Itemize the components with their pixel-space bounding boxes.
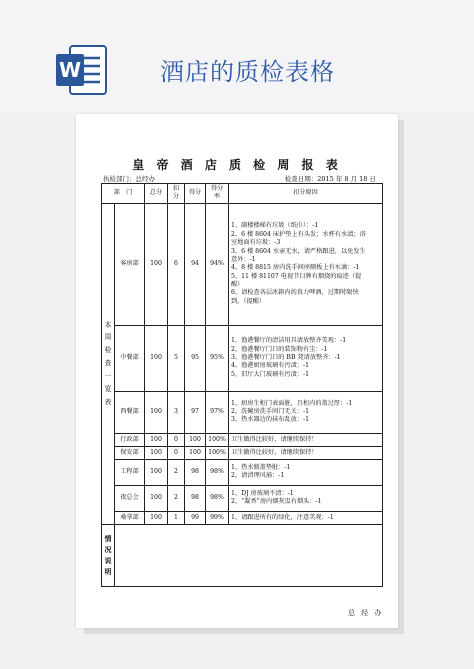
table-header-row [102, 184, 383, 204]
deduct-cell: 3 [168, 391, 185, 433]
header-total: 总分 [145, 184, 168, 204]
total-cell: 100 [145, 433, 168, 446]
deduct-cell: 1 [168, 511, 185, 524]
dept-cell: 夜总会 [115, 485, 145, 511]
deduct-cell: 6 [168, 203, 185, 325]
table-row [102, 511, 383, 524]
side-label-char: 检 [104, 346, 112, 355]
deduct-cell: 0 [168, 446, 185, 459]
reasons-cell [229, 325, 383, 391]
score-cell: 98 [185, 485, 206, 511]
header-deduct: 扣分 [168, 184, 185, 204]
check-date: 检查日期：2015 年 8 月 18 日 [284, 175, 376, 183]
notes-label-char: 况 [104, 545, 112, 555]
dept-cell: 桑拿部 [115, 511, 145, 524]
reason-line: 4、8 楼 8815 房内洗手间座厕板上有水滴：-1 [231, 264, 360, 272]
total-cell: 100 [145, 459, 168, 485]
header-dept: 部 门 [102, 184, 145, 204]
dept-cell: 工程部 [115, 459, 145, 485]
reasons-cell [229, 511, 383, 524]
word-icon-letter: W [58, 58, 82, 82]
reason-line: 4、渔港厨房玻璃有污渍：-1 [231, 362, 310, 370]
header-rate: 得分率 [206, 184, 229, 204]
deduct-cell: 0 [168, 433, 185, 446]
reasons-cell [229, 485, 383, 511]
reason-line: 1、渔港餐厅的清洁用具请放整齐美观：-1 [231, 337, 347, 345]
notes-label-char: 说 [104, 556, 112, 566]
side-label-char: 本 [104, 320, 112, 329]
reasons-cell [229, 391, 383, 433]
total-cell: 100 [145, 203, 168, 325]
reasons-cell [229, 433, 383, 446]
reason-line: 2、“凝香”房内烟灰盅有烟头：-1 [231, 498, 322, 506]
side-label-char: 周 [104, 333, 112, 342]
reason-line: 2、洗碗房洗手间门无关：-1 [231, 408, 310, 416]
reasons-cell [229, 459, 383, 485]
table-row [102, 325, 383, 391]
document-page [76, 114, 398, 628]
reason-line: 3、热水器边的抹布乱放：-1 [231, 416, 310, 424]
score-cell: 97 [185, 391, 206, 433]
deduct-cell: 2 [168, 459, 185, 485]
total-cell: 100 [145, 511, 168, 524]
side-label [102, 203, 115, 524]
reason-line: 1、热水瓶盖垫脏：-1 [231, 463, 291, 471]
reason-line: 室地面有垃圾：-3 [231, 239, 281, 247]
score-cell: 94 [185, 203, 206, 325]
deduct-cell: 2 [168, 485, 185, 511]
table-row [102, 203, 383, 325]
reason-line: 3、6 楼 8604 水壶无水，请严格跟进，以免发生 [231, 247, 366, 255]
dept-cell: 行政部 [115, 433, 145, 446]
dept-cell: 西餐部 [115, 391, 145, 433]
rate-cell: 94% [206, 203, 229, 325]
reason-line: 5、11 楼 81107 电视节目牌有烟烧的痕迹（提 [231, 272, 362, 280]
side-label-char: 表 [104, 397, 112, 406]
dept-cell: 保安部 [115, 446, 145, 459]
rate-cell: 98% [206, 485, 229, 511]
notes-row [102, 524, 383, 586]
reason-line: 卫生做得比较好，请继续保持！ [231, 448, 318, 456]
reasons-cell [229, 446, 383, 459]
rate-cell: 95% [206, 325, 229, 391]
reason-line: 5、旧厅大门玻璃有污渍：-1 [231, 370, 310, 378]
rate-cell: 100% [206, 433, 229, 446]
table-row [102, 433, 383, 446]
side-label-char: 查 [104, 359, 112, 368]
side-label-char: 览 [104, 385, 112, 394]
notes-label [102, 524, 115, 586]
notes-content [115, 524, 383, 586]
total-cell: 100 [145, 446, 168, 459]
reason-line: 到。（提醒） [231, 297, 266, 305]
score-cell: 98 [185, 459, 206, 485]
table-row [102, 391, 383, 433]
doc-title: 皇 帝 酒 店 质 检 周 报 表 [132, 158, 342, 172]
notes-label-char: 明 [104, 567, 112, 577]
reason-line: 6、请检查各层冰箱内的真力啤酒，过期时限快 [231, 289, 359, 297]
dept-cell: 客房部 [115, 203, 145, 325]
signature: 总 经 办 [348, 609, 384, 617]
page-heading: 酒店的质检表格 [160, 58, 335, 86]
score-cell: 100 [185, 446, 206, 459]
reason-line: 卫生做得比较好，请继续保持！ [231, 435, 318, 443]
word-doc-icon [54, 42, 110, 98]
reason-line: 2、请清理风扇：-1 [231, 472, 285, 480]
total-cell: 100 [145, 391, 168, 433]
dept-cell: 中餐部 [115, 325, 145, 391]
table-row [102, 459, 383, 485]
table-row [102, 485, 383, 511]
exec-dept: 执检部门：总经办 [103, 175, 155, 183]
table-row [102, 446, 383, 459]
rate-cell: 99% [206, 511, 229, 524]
report-table [101, 183, 383, 587]
header-score: 得分 [185, 184, 206, 204]
rate-cell: 97% [206, 391, 229, 433]
reason-line: 1、请跟进所有的绿化，注意美观：-1 [231, 513, 334, 521]
reason-line: 醒） [231, 280, 244, 288]
score-cell: 99 [185, 511, 206, 524]
score-cell: 95 [185, 325, 206, 391]
reason-line: 2、6 楼 8604 床护垫上有头发；水杯有水渍；浴 [231, 230, 366, 238]
reason-line: 意外：-1 [231, 255, 256, 263]
notes-label-char: 情 [104, 533, 112, 543]
reason-line: 1、厨房生柜门表面脏，且柜内的盖过厚：-1 [231, 399, 353, 407]
reason-line: 3、渔港餐厅门口的 BB 凳请放整齐：-1 [231, 354, 341, 362]
score-cell: 100 [185, 433, 206, 446]
reasons-cell [229, 203, 383, 325]
reason-line: 1、DJ 房玻璃不清：-1 [231, 489, 294, 497]
reason-line: 2、渔港餐厅门口的装饰物有尘：-1 [231, 345, 328, 353]
deduct-cell: 5 [168, 325, 185, 391]
total-cell: 100 [145, 325, 168, 391]
header-reasons: 扣分原因 [229, 184, 383, 204]
total-cell: 100 [145, 485, 168, 511]
reason-line: 1、副楼楼梯有垃圾（纸巾）：-1 [231, 222, 319, 230]
rate-cell: 100% [206, 446, 229, 459]
side-label-char: 一 [104, 372, 112, 381]
rate-cell: 98% [206, 459, 229, 485]
